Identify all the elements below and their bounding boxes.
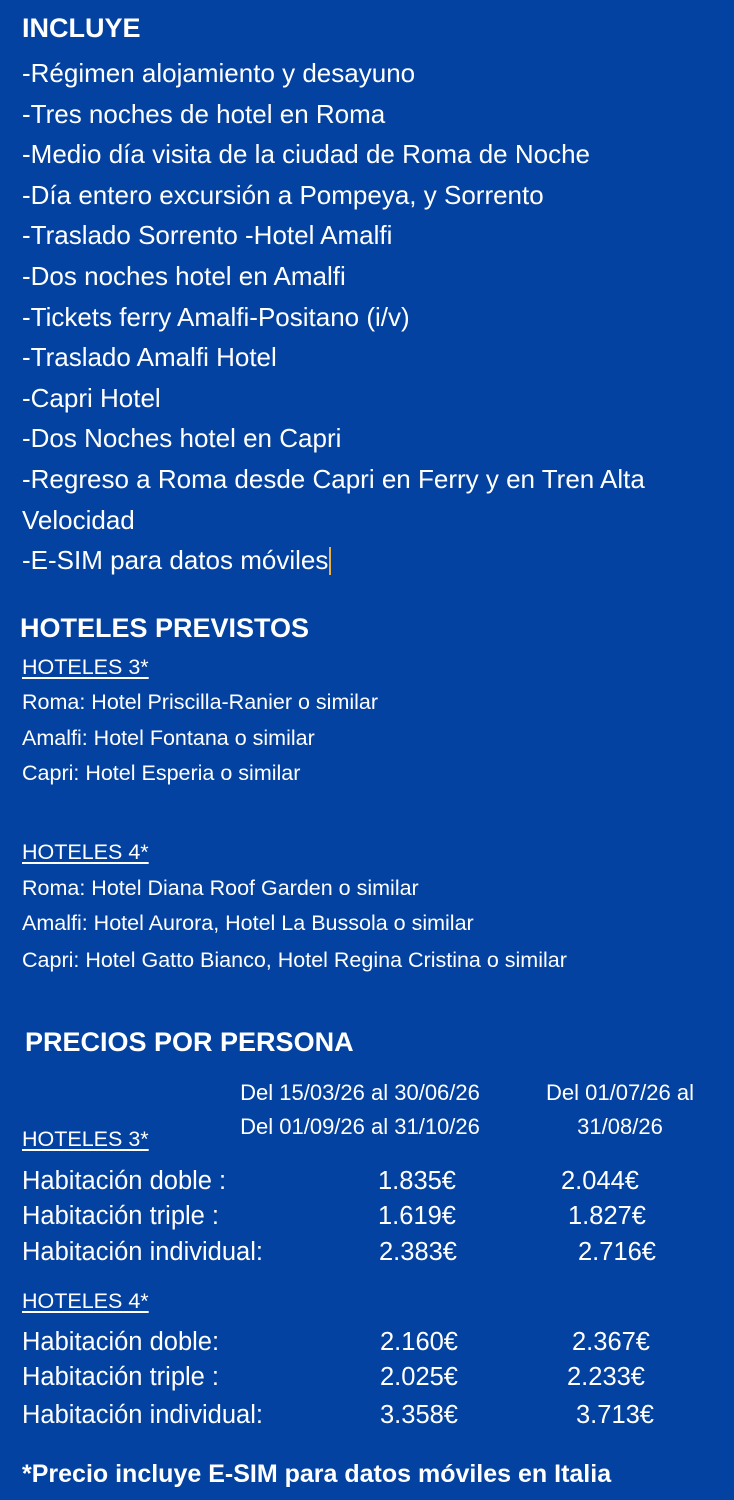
list-item: -Capri Hotel bbox=[22, 382, 161, 413]
text-cursor bbox=[329, 547, 331, 575]
hotel-line: Roma: Hotel Diana Roof Garden o similar bbox=[22, 876, 419, 900]
price: 2.160€ bbox=[380, 1328, 458, 1356]
precios-title: PRECIOS POR PERSONA bbox=[25, 1027, 354, 1057]
price: 3.713€ bbox=[576, 1401, 654, 1429]
room-type: Habitación doble : bbox=[22, 1167, 227, 1195]
room-type: Habitación triple : bbox=[22, 1363, 220, 1391]
room-type: Habitación individual: bbox=[22, 1401, 263, 1429]
list-item: -Regreso a Roma desde Capri en Ferry y en Tren Alta Velocidad bbox=[22, 463, 645, 535]
season-2-header: Del 01/07/26 al bbox=[546, 1080, 694, 1105]
hoteles-title: HOTELES PREVISTOS bbox=[20, 613, 310, 643]
price: 2.367€ bbox=[572, 1328, 650, 1356]
price: 2.716€ bbox=[578, 1238, 656, 1266]
price-group-label: HOTELES 4* bbox=[22, 1289, 149, 1313]
price-group-label: HOTELES 3* bbox=[22, 1127, 149, 1151]
list-item bbox=[22, 540, 722, 581]
incluye-title: INCLUYE bbox=[22, 13, 141, 43]
season-2-header: 31/08/26 bbox=[577, 1114, 663, 1139]
price: 1.827€ bbox=[568, 1202, 646, 1230]
hotel-line: Capri: Hotel Esperia o similar bbox=[22, 761, 301, 785]
price: 3.358€ bbox=[380, 1401, 458, 1429]
price: 2.233€ bbox=[567, 1363, 645, 1391]
list-item: -Traslado Amalfi Hotel bbox=[22, 342, 277, 373]
list-item: -Día entero excursión a Pompeya, y Sorrento bbox=[22, 179, 544, 210]
season-1-header: Del 01/09/26 al 31/10/26 bbox=[240, 1114, 480, 1139]
hotel-line: Amalfi: Hotel Fontana o similar bbox=[22, 726, 315, 750]
price: 2.025€ bbox=[380, 1363, 458, 1391]
list-item: -Medio día visita de la ciudad de Roma de Noche bbox=[22, 139, 590, 170]
list-item: -Traslado Sorrento -Hotel Amalfi bbox=[22, 220, 393, 251]
price-footnote: *Precio incluye E-SIM para datos móviles en Italia bbox=[22, 1460, 612, 1488]
price: 2.383€ bbox=[379, 1238, 457, 1266]
price: 1.619€ bbox=[378, 1202, 456, 1230]
hotel-line: Roma: Hotel Priscilla-Ranier o similar bbox=[22, 690, 379, 714]
hotel-line: Capri: Hotel Gatto Bianco, Hotel Regina Cristina o similar bbox=[22, 948, 567, 972]
incluye-list bbox=[22, 53, 722, 581]
list-item: -Dos noches hotel en Amalfi bbox=[22, 260, 346, 291]
list-item: -Tres noches de hotel en Roma bbox=[22, 98, 386, 129]
room-type: Habitación triple : bbox=[22, 1202, 220, 1230]
list-item-text: -E-SIM para datos móviles bbox=[22, 545, 329, 576]
hotel-group-label: HOTELES 4* bbox=[22, 840, 149, 864]
list-item: -Tickets ferry Amalfi-Positano (i/v) bbox=[22, 301, 410, 332]
price: 2.044€ bbox=[561, 1167, 639, 1195]
season-1-header: Del 15/03/26 al 30/06/26 bbox=[240, 1080, 480, 1105]
list-item: -Dos Noches hotel en Capri bbox=[22, 423, 342, 454]
hotel-line: Amalfi: Hotel Aurora, Hotel La Bussola o similar bbox=[22, 911, 474, 935]
room-type: Habitación individual: bbox=[22, 1238, 263, 1266]
room-type: Habitación doble: bbox=[22, 1328, 220, 1356]
price: 1.835€ bbox=[378, 1167, 456, 1195]
list-item: -Régimen alojamiento y desayuno bbox=[22, 58, 416, 88]
hotel-group-label: HOTELES 3* bbox=[22, 655, 149, 679]
